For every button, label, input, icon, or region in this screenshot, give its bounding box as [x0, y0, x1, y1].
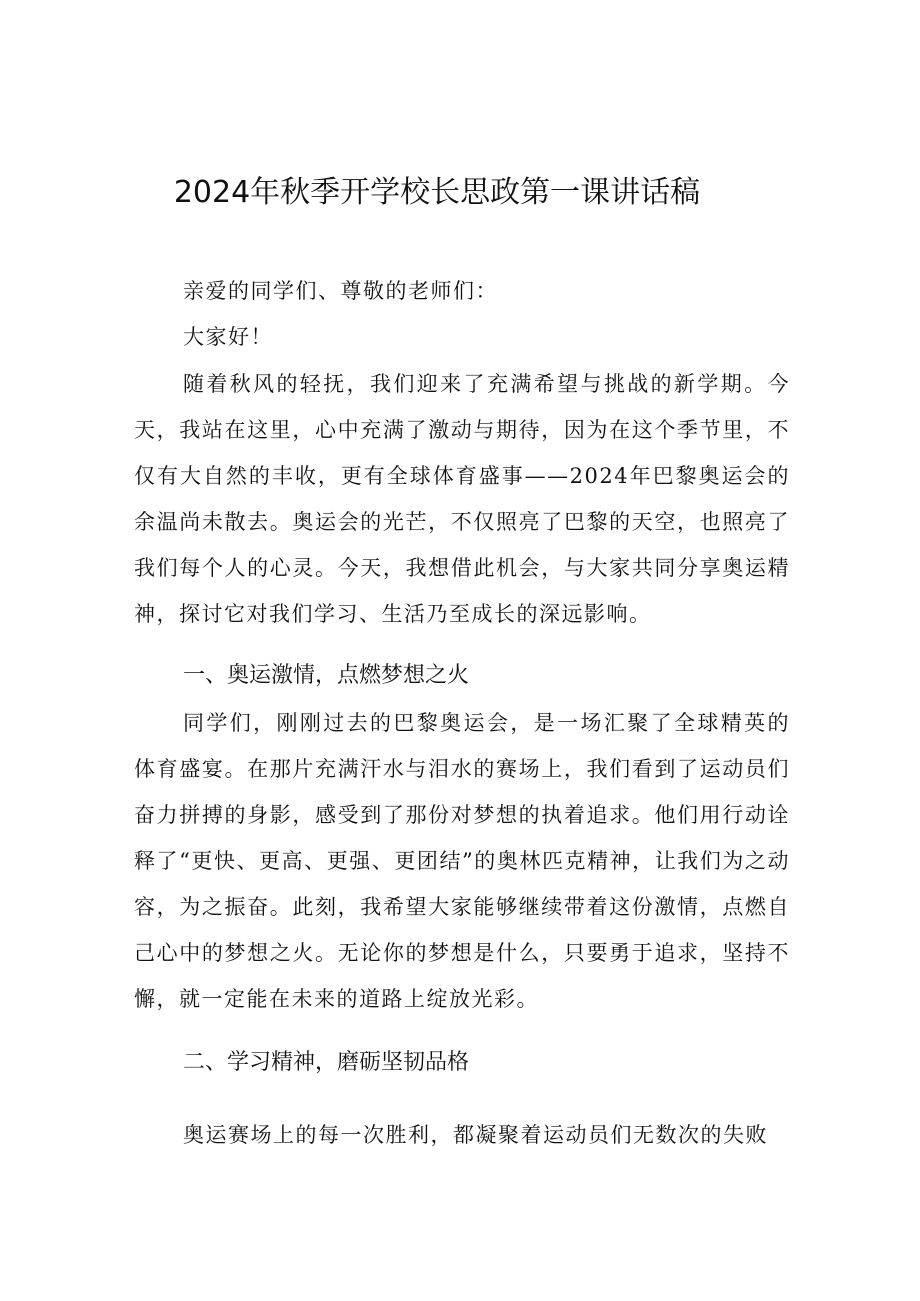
document-title: 2024年秋季开学校长思政第一课讲话稿	[173, 175, 701, 210]
section-heading-1: 一、奥运激情，点燃梦想之火	[183, 663, 470, 688]
paragraph-intro: 随着秋风的轻抚，我们迎来了充满希望与挑战的新学期。今天，我站在这里，心中充满了激动与期待，因为在这个季节里，不仅有大自然的丰收，更有全球体育盛事——2024年巴黎奥运会的余温尚未散去。奥运会的光芒，不仅照亮了巴黎的天空，也照亮了我们每个人的心灵。今天，我想借此机会，与大家共同分享奥运精神，探讨它对我们学习、生活乃至成长的深远影响。	[134, 372, 790, 626]
greeting-line: 亲爱的同学们、尊敬的老师们：	[183, 279, 498, 303]
section-heading-2: 二、学习精神，磨砺坚韧品格	[183, 1050, 470, 1075]
paragraph-section-1: 同学们，刚刚过去的巴黎奥运会，是一场汇聚了全球精英的体育盛宴。在那片充满汗水与泪水的赛场上，我们看到了运动员们奋力拼搏的身影，感受到了那份对梦想的执着追求。他们用行动诠释了“更快、更高、更强、更团结”的奥林匹克精神，让我们为之动容，为之振奋。此刻，我希望大家能够继续带着这份激情，点燃自己心中的梦想之火。无论你的梦想是什么，只要勇于追求，坚持不懈，就一定能在未来的道路上绽放光彩。	[134, 711, 790, 1011]
paragraph-section-2: 奥运赛场上的每一次胜利，都凝聚着运动员们无数次的失败	[183, 1123, 768, 1147]
hello-line: 大家好！	[183, 325, 273, 349]
